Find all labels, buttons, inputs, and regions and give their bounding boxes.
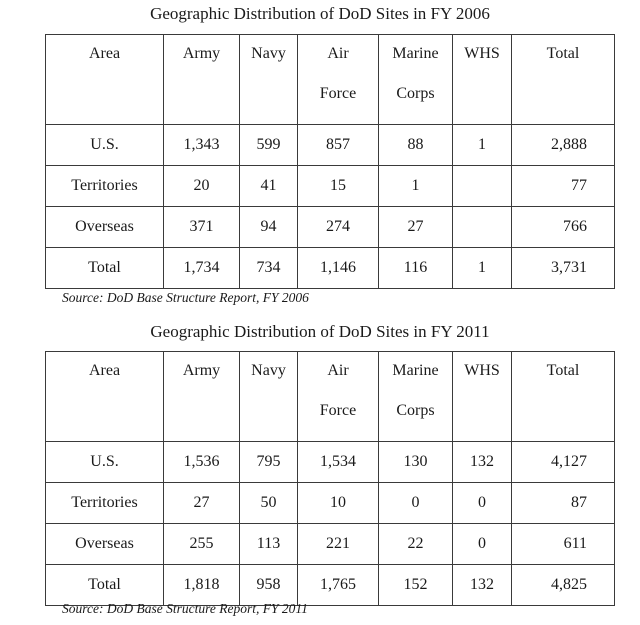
cell-army: 1,343 [164,125,240,166]
header-army: Army [164,35,240,125]
header-total: Total [512,352,615,442]
header-area: Area [46,35,164,125]
cell-whs: 0 [453,483,512,524]
cell-total: 2,888 [512,125,615,166]
cell-area: U.S. [46,125,164,166]
cell-air-force: 857 [298,125,379,166]
table-row [46,125,615,166]
cell-air-force: 221 [298,524,379,565]
cell-total: 4,825 [512,565,615,606]
cell-marine-corps: 27 [379,207,453,248]
table-title-2011: Geographic Distribution of DoD Sites in FY 2011 [150,322,490,341]
table-row-total [46,565,615,606]
cell-air-force: 274 [298,207,379,248]
sites-table-2006 [45,34,615,289]
header-marine-corps: Marine Corps [379,35,453,125]
header-row [46,352,615,442]
header-marine-corps: Marine Corps [379,352,453,442]
cell-total: 4,127 [512,442,615,483]
table-title-2006: Geographic Distribution of DoD Sites in FY 2006 [150,4,490,23]
cell-area: Territories [46,483,164,524]
cell-army: 1,734 [164,248,240,289]
table-row [46,524,615,565]
source-note-2011: Source: DoD Base Structure Report, FY 2011 [62,601,308,616]
cell-total: 766 [512,207,615,248]
cell-whs: 1 [453,125,512,166]
cell-marine-corps: 22 [379,524,453,565]
table-row [46,207,615,248]
cell-navy: 50 [240,483,298,524]
cell-whs: 0 [453,524,512,565]
cell-army: 27 [164,483,240,524]
header-whs: WHS [453,352,512,442]
table-row [46,166,615,207]
cell-air-force: 1,534 [298,442,379,483]
header-total: Total [512,35,615,125]
cell-whs: 132 [453,442,512,483]
table-row [46,483,615,524]
header-air-force: Air Force [298,35,379,125]
cell-total: 87 [512,483,615,524]
header-army: Army [164,352,240,442]
cell-area: Total [46,248,164,289]
cell-marine-corps: 1 [379,166,453,207]
cell-area: U.S. [46,442,164,483]
header-navy: Navy [240,35,298,125]
cell-total: 3,731 [512,248,615,289]
cell-navy: 94 [240,207,298,248]
cell-total: 77 [512,166,615,207]
header-whs: WHS [453,35,512,125]
cell-navy: 958 [240,565,298,606]
cell-navy: 599 [240,125,298,166]
header-area: Area [46,352,164,442]
cell-air-force: 1,146 [298,248,379,289]
table-row [46,442,615,483]
cell-marine-corps: 116 [379,248,453,289]
cell-whs [453,166,512,207]
cell-air-force: 15 [298,166,379,207]
cell-marine-corps: 130 [379,442,453,483]
cell-marine-corps: 152 [379,565,453,606]
cell-area: Overseas [46,524,164,565]
cell-marine-corps: 0 [379,483,453,524]
cell-air-force: 10 [298,483,379,524]
cell-navy: 41 [240,166,298,207]
header-navy: Navy [240,352,298,442]
header-air-force: Air Force [298,352,379,442]
cell-army: 255 [164,524,240,565]
cell-marine-corps: 88 [379,125,453,166]
cell-air-force: 1,765 [298,565,379,606]
header-row [46,35,615,125]
cell-total: 611 [512,524,615,565]
cell-army: 371 [164,207,240,248]
cell-navy: 795 [240,442,298,483]
table-row-total [46,248,615,289]
cell-whs [453,207,512,248]
cell-area: Total [46,565,164,606]
cell-navy: 734 [240,248,298,289]
cell-army: 20 [164,166,240,207]
cell-area: Territories [46,166,164,207]
cell-army: 1,536 [164,442,240,483]
cell-army: 1,818 [164,565,240,606]
cell-whs: 132 [453,565,512,606]
cell-navy: 113 [240,524,298,565]
sites-table-2011 [45,351,615,606]
cell-whs: 1 [453,248,512,289]
cell-area: Overseas [46,207,164,248]
source-note-2006: Source: DoD Base Structure Report, FY 2006 [62,290,309,305]
